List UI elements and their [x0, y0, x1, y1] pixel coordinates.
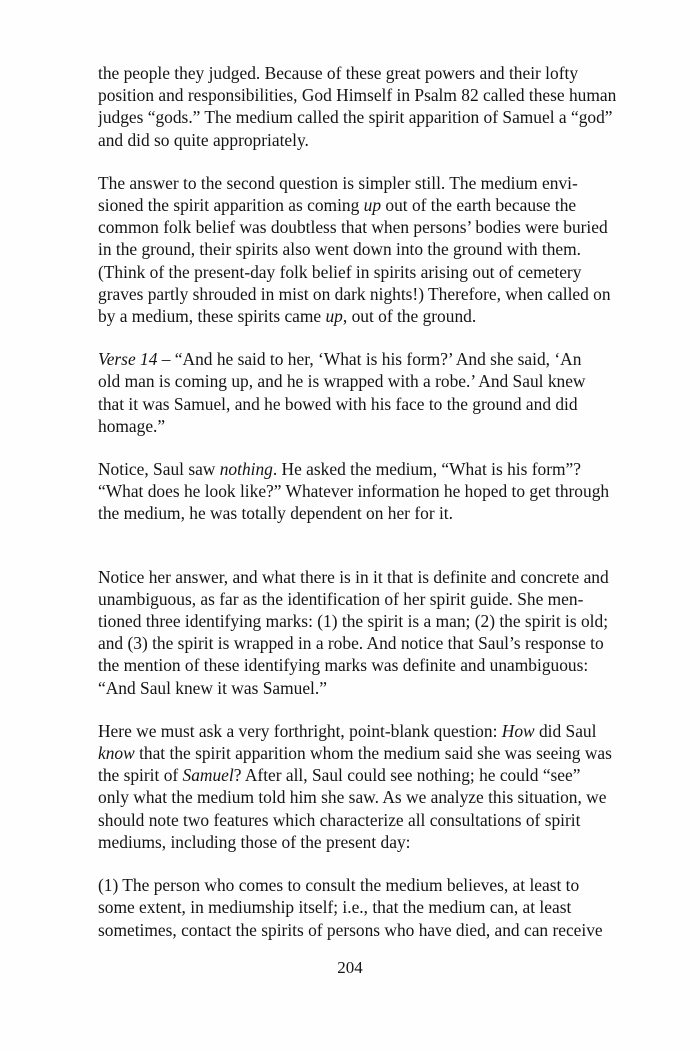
text-run: that it was Samuel, and he bowed with his face to the ground and did: [98, 393, 578, 414]
text-line: [98, 610, 646, 632]
text-run: some extent, in mediumship itself; i.e., that the medium can, at least: [98, 897, 572, 918]
italic-text: How: [501, 720, 535, 741]
text-run: ? After all, Saul could see nothing; he could “see”: [233, 765, 581, 786]
text-line: [98, 305, 646, 327]
italic-text: nothing: [219, 459, 273, 480]
text-run: and did so quite appropriately.: [98, 129, 309, 150]
text-run: only what the medium told him she saw. As we analyze this situation, we: [98, 787, 607, 808]
text-line: [98, 480, 646, 502]
text-line: [98, 502, 646, 524]
text-run: unambiguous, as far as the identification of her spirit guide. She men-: [98, 588, 584, 609]
text-line: [98, 742, 646, 764]
text-run: sometimes, contact the spirits of persons who have died, and can receive: [98, 919, 603, 940]
text-run: should note two features which characterize all consultations of spirit: [98, 809, 581, 830]
text-line: [98, 172, 646, 194]
paragraph: [98, 62, 646, 151]
text-run: graves partly shrouded in mist on dark nights!) Therefore, when called on: [98, 283, 611, 304]
text-line: [98, 84, 646, 106]
text-run: and (3) the spirit is wrapped in a robe. And notice that Saul’s response to: [98, 633, 604, 654]
text-run: position and responsibilities, God Himself in Psalm 82 called these human: [98, 85, 617, 106]
body-text: [98, 62, 646, 962]
italic-text: know: [98, 743, 135, 764]
text-line: [98, 370, 646, 392]
text-run: “What does he look like?” Whatever information he hoped to get through: [98, 481, 610, 502]
paragraph: [98, 172, 646, 327]
text-run: The answer to the second question is simpler still. The medium envi-: [98, 172, 578, 193]
text-run: did Saul: [534, 720, 597, 741]
text-run: old man is coming up, and he is wrapped with a robe.’ And Saul knew: [98, 371, 586, 392]
text-line: [98, 283, 646, 305]
text-line: [98, 831, 646, 853]
text-run: sioned the spirit apparition as coming: [98, 195, 364, 216]
text-line: [98, 106, 646, 128]
text-line: [98, 348, 646, 370]
paragraph: [98, 720, 646, 853]
text-line: [98, 896, 646, 918]
italic-text: up: [325, 306, 343, 327]
text-run: the people they judged. Because of these great powers and their lofty: [98, 63, 579, 83]
text-run: homage.”: [98, 415, 166, 436]
text-line: [98, 216, 646, 238]
text-run: judges “gods.” The medium called the spirit apparition of Samuel a “god”: [98, 107, 613, 128]
text-run: by a medium, these spirits came: [98, 306, 326, 327]
text-line: [98, 654, 646, 676]
text-run: in the ground, their spirits also went down into the ground with them.: [98, 239, 582, 260]
text-run: common folk belief was doubtless that when persons’ bodies were buried: [98, 217, 608, 238]
text-run: out of the earth because the: [381, 195, 577, 216]
paragraph: [98, 874, 646, 941]
text-line: [98, 919, 646, 941]
text-run: mediums, including those of the present day:: [98, 831, 411, 852]
text-line: [98, 786, 646, 808]
italic-text: up: [363, 195, 382, 216]
text-run: the spirit of: [98, 765, 183, 786]
text-run: “And Saul knew it was Samuel.”: [98, 677, 327, 698]
text-line: [98, 261, 646, 283]
text-run: tioned three identifying marks: (1) the spirit is a man; (2) the spirit is old;: [98, 611, 609, 632]
page-number: 204: [337, 958, 363, 977]
text-line: [98, 588, 646, 610]
text-run: Here we must ask a very forthright, point-blank question:: [98, 720, 502, 741]
text-run: Notice her answer, and what there is in it that is definite and concrete and: [98, 566, 609, 587]
text-line: [98, 809, 646, 831]
text-line: [98, 62, 646, 84]
text-line: [98, 720, 646, 742]
text-line: [98, 566, 646, 588]
text-line: [98, 393, 646, 415]
paragraph: [98, 458, 646, 525]
text-line: [98, 874, 646, 896]
text-line: [98, 764, 646, 786]
text-line: [98, 415, 646, 437]
text-line: [98, 677, 646, 699]
text-run: – “And he said to her, ‘What is his form?’ And she said, ‘An: [157, 349, 582, 370]
text-line: [98, 129, 646, 151]
italic-text: Samuel: [182, 765, 234, 786]
paragraph: [98, 348, 646, 437]
text-line: [98, 238, 646, 260]
text-run: Notice, Saul saw: [98, 459, 220, 480]
text-line: [98, 632, 646, 654]
italic-text: Verse 14: [98, 349, 158, 370]
text-run: the mention of these identifying marks was definite and unambiguous:: [98, 655, 589, 676]
text-run: the medium, he was totally dependent on her for it.: [98, 503, 453, 524]
paragraph: [98, 566, 646, 699]
text-run: . He asked the medium, “What is his form”?: [272, 459, 581, 480]
text-run: that the spirit apparition whom the medium said she was seeing was: [134, 743, 612, 764]
text-run: (Think of the present-day folk belief in spirits arising out of cemetery: [98, 261, 582, 282]
text-line: [98, 458, 646, 480]
text-run: (1) The person who comes to consult the medium believes, at least to: [98, 875, 580, 896]
text-line: [98, 194, 646, 216]
text-run: , out of the ground.: [342, 306, 477, 327]
